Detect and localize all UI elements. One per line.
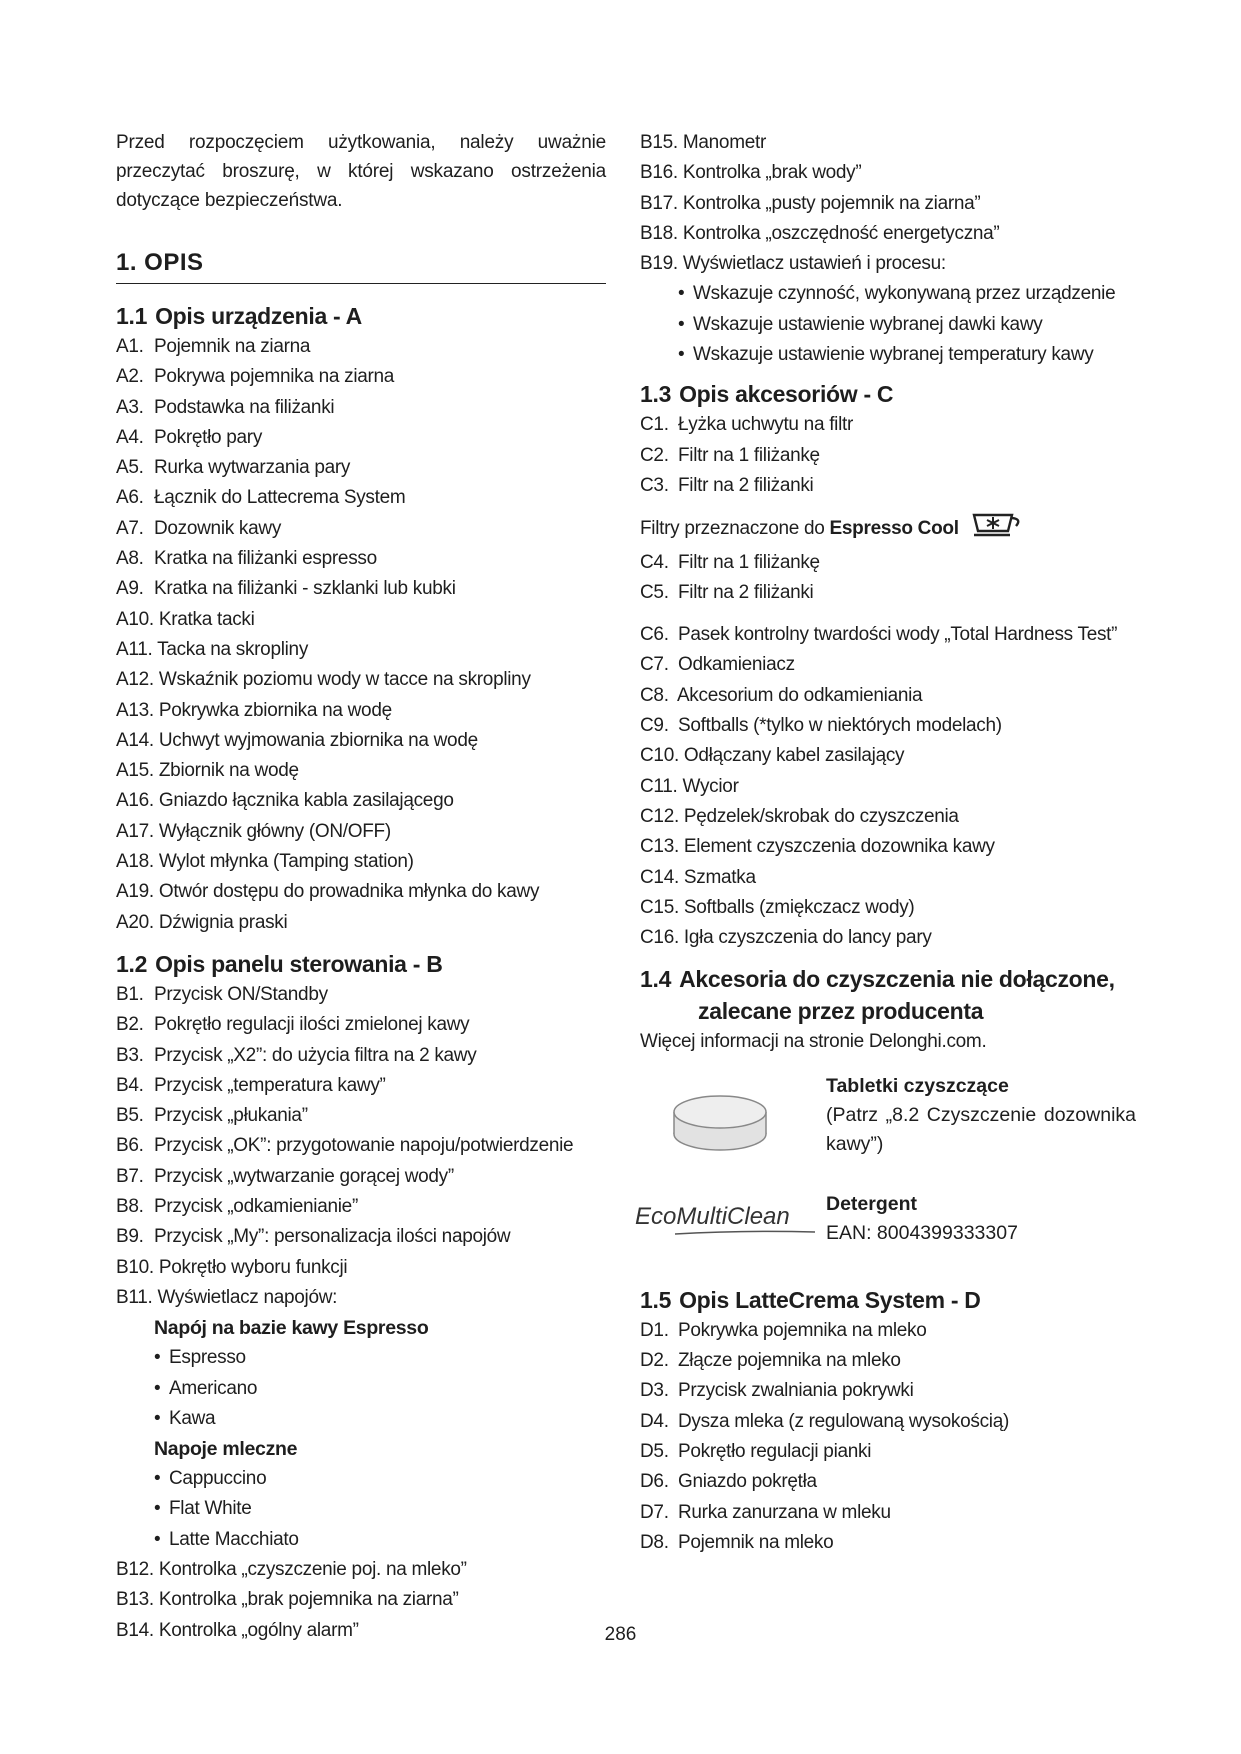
heading-1-5: 1.5 Opis LatteCrema System - D [640,1286,981,1313]
bullet-item: • Wskazuje ustawienie wybranej dawki kawy [678,313,1043,335]
tablets-description: (Patrz „8.2 Czyszczenie dozownika kawy”) [826,1103,1136,1155]
list-item: A15. Zbiornik na wodę [116,760,299,782]
list-item: C13. Element czyszczenia dozownika kawy [640,836,995,858]
bullet-item: • Kawa [154,1407,216,1429]
left-column [116,128,606,1646]
list-item: B15. Manometr [640,132,767,153]
list-item: A20. Dźwignia praski [116,911,288,933]
bullet-item: • Wskazuje czynność, wykonywaną przez urządzenie [678,283,1116,305]
list-item: A19. Otwór dostępu do prowadnika młynka do kawy [116,881,540,903]
list-lattecrema-parts [640,1316,1135,1558]
list-item: A7. Dozownik kawy [116,517,282,539]
cleaning-tablets-block [640,1072,1135,1190]
list-item: A6. Łącznik do Lattecrema System [116,487,406,509]
list-item: C2. Filtr na 1 filiżankę [640,444,820,466]
list-item: B3. Przycisk „X2”: do użycia filtra na 2 kawy [116,1044,477,1066]
right-column [635,128,1136,1558]
list-item: D2. Złącze pojemnika na mleko [640,1350,901,1372]
detergent-title: Detergent [826,1192,918,1215]
list-accessories-more [640,620,1135,953]
list-item: A14. Uchwyt wyjmowania zbiornika na wodę [116,729,478,751]
subheading-milk: Napoje mleczne [154,1438,298,1461]
list-item: B6. Przycisk „OK”: przygotowanie napoju/potwierdzenie [116,1135,574,1157]
list-milk-drinks [116,1464,606,1555]
list-item: A12. Wskaźnik poziomu wody w tacce na skropliny [116,669,531,691]
list-item: C16. Igła czyszczenia do lancy pary [640,927,932,949]
list-display-functions [640,279,1135,370]
list-item: B1. Przycisk ON/Standby [116,983,328,1005]
list-item: D3. Przycisk zwalniania pokrywki [640,1380,914,1402]
list-item: D5. Pokrętło regulacji pianki [640,1440,872,1462]
bullet-item: • Cappuccino [154,1468,267,1490]
list-item: C11. Wycior [640,775,739,797]
list-item: B16. Kontrolka „brak wody” [640,162,862,184]
list-control-panel [116,980,606,1313]
list-item: A3. Podstawka na filiżanki [116,396,335,418]
list-item: D8. Pojemnik na mleko [640,1531,834,1553]
list-item: D4. Dysza mleka (z regulowaną wysokością) [640,1410,1010,1432]
list-cool-filters [640,548,1135,609]
subheading-espresso: Napój na bazie kawy Espresso [154,1317,429,1340]
list-item: B8. Przycisk „odkamienianie” [116,1196,358,1218]
page-number: 286 [604,1624,637,1645]
list-item: C7. Odkamieniacz [640,654,795,676]
heading-1-4: 1.4 Akcesoria do czyszczenia nie dołączone, [640,966,1115,993]
list-item: B12. Kontrolka „czyszczenie poj. na mleko” [116,1558,467,1580]
list-item: A17. Wyłącznik główny (ON/OFF) [116,820,391,842]
list-item: C6. Pasek kontrolny twardości wody „Total Hardness Test” [640,624,1118,646]
bullet-item: • Espresso [154,1347,246,1369]
detergent-block [635,1190,1135,1254]
list-item: B11. Wyświetlacz napojów: [116,1286,338,1308]
svg-text:EcoMultiClean: EcoMultiClean [635,1202,790,1230]
list-item: C5. Filtr na 2 filiżanki [640,581,814,603]
bullet-item: • Flat White [154,1498,252,1520]
list-item: B9. Przycisk „My”: personalizacja ilości napojów [116,1226,511,1248]
list-item: C1. Łyżka uchwytu na filtr [640,414,854,436]
list-item: A4. Pokrętło pary [116,426,263,448]
section-heading-opis: 1. OPIS [116,249,606,284]
bullet-item: • Latte Macchiato [154,1528,299,1550]
list-device-parts [116,332,606,938]
list-item: B10. Pokrętło wyboru funkcji [116,1256,348,1278]
list-item: B13. Kontrolka „brak pojemnika na ziarna” [116,1589,459,1611]
list-item: D1. Pokrywka pojemnika na mleko [640,1319,927,1341]
list-item: B7. Przycisk „wytwarzanie gorącej wody” [116,1165,454,1187]
heading-1-1: 1.1 Opis urządzenia - A [116,303,362,329]
list-item: A9. Kratka na filiżanki - szklanki lub kubki [116,578,456,600]
list-indicators-right [640,128,1135,279]
bullet-item: • Americano [154,1377,258,1399]
heading-1-4-line2: zalecane przez producenta [698,998,984,1025]
list-item: A16. Gniazdo łącznika kabla zasilającego [116,790,454,812]
list-item: D7. Rurka zanurzana w mleku [640,1501,891,1523]
more-info-text: Więcej informacji na stronie Delonghi.com. [640,1031,987,1053]
list-item: C15. Softballs (zmiękczacz wody) [640,896,915,918]
list-item: C12. Pędzelek/skrobak do czyszczenia [640,805,959,827]
list-item: A13. Pokrywka zbiornika na wodę [116,699,392,721]
list-item: C3. Filtr na 2 filiżanki [640,474,814,496]
list-item: A1. Pojemnik na ziarna [116,336,311,357]
detergent-ean: EAN: 8004399333307 [826,1221,1018,1244]
list-item: C14. Szmatka [640,866,756,888]
list-item: A5. Rurka wytwarzania pary [116,457,351,479]
list-item: A8. Kratka na filiżanki espresso [116,548,377,570]
list-item: A18. Wylot młynka (Tamping station) [116,851,414,873]
list-item: A10. Kratka tacki [116,608,255,630]
list-item: C9. Softballs (*tylko w niektórych modelach) [640,715,1002,737]
list-item: C4. Filtr na 1 filiżankę [640,551,820,573]
list-item: B2. Pokrętło regulacji ilości zmielonej kawy [116,1014,470,1036]
snowflake-cup-icon [970,511,1026,547]
list-item: A11. Tacka na skropliny [116,638,309,660]
list-item: B5. Przycisk „płukania” [116,1105,308,1127]
list-item: B19. Wyświetlacz ustawień i procesu: [640,253,946,275]
intro-paragraph: Przed rozpoczęciem użytkowania, należy uważnie przeczytać broszurę, w której wskazano ostrzeżenia dotyczące bezpieczeństwa. [116,132,606,211]
cleaning-tablet-image [670,1092,770,1156]
list-item: A2. Pokrywa pojemnika na ziarna [116,366,395,388]
list-item: B18. Kontrolka „oszczędność energetyczna” [640,222,1000,244]
heading-1-3: 1.3 Opis akcesoriów - C [640,381,894,408]
list-item: B4. Przycisk „temperatura kawy” [116,1074,386,1096]
list-item: C8. Akcesorium do odkamieniania [640,684,923,706]
list-espresso-drinks [116,1343,606,1434]
espresso-cool-note: Filtry przeznaczone do Espresso Cool [640,511,1135,547]
list-item: B17. Kontrolka „pusty pojemnik na ziarna” [640,192,981,214]
list-item: C10. Odłączany kabel zasilający [640,745,905,767]
list-accessories [640,410,1135,501]
heading-1-2: 1.2 Opis panelu sterowania - B [116,950,443,977]
list-item: D6. Gniazdo pokrętła [640,1471,817,1493]
eco-multiclean-logo [635,1200,815,1245]
bullet-item: • Wskazuje ustawienie wybranej temperatury kawy [678,344,1094,366]
list-item: B14. Kontrolka „ogólny alarm” [116,1619,359,1641]
tablets-title: Tabletki czyszczące [826,1074,1009,1097]
